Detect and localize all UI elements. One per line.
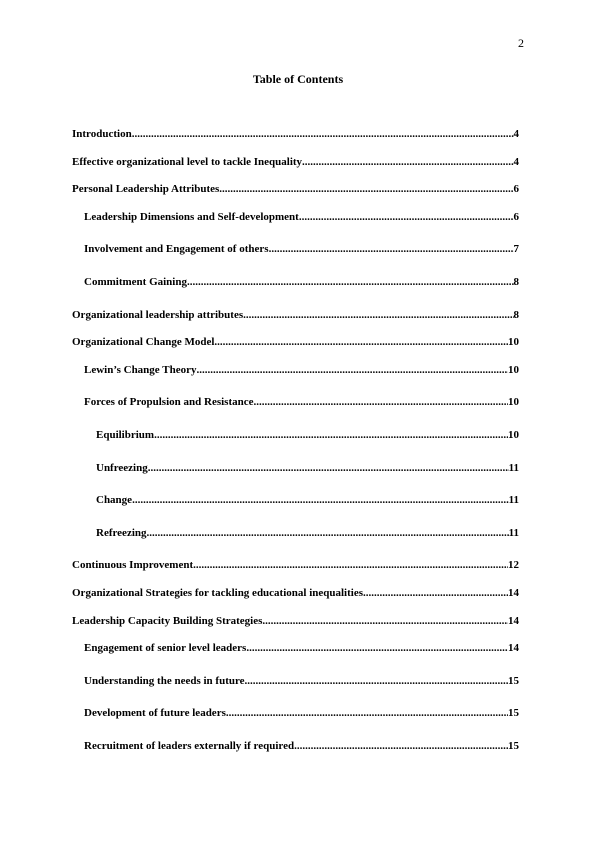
toc-entry[interactable] (96, 461, 519, 475)
toc-entry-page: 14 (508, 642, 519, 654)
toc-entry[interactable] (96, 493, 519, 507)
toc-entry[interactable] (84, 641, 519, 655)
toc-entry-page: 15 (508, 675, 519, 687)
toc-entry[interactable] (84, 674, 519, 688)
dot-leader (294, 739, 508, 753)
toc-entry[interactable] (72, 308, 519, 322)
toc-entry-page: 4 (513, 128, 519, 140)
toc-entry-page: 15 (508, 740, 519, 752)
toc-entry-title: Commitment Gaining (84, 276, 187, 288)
toc-entry-page: 11 (508, 527, 519, 539)
toc-entry-page: 6 (513, 183, 519, 195)
toc-entry-title: Development of future leaders (84, 707, 226, 719)
toc-entry-title: Introduction (72, 128, 132, 140)
toc-entry[interactable] (84, 242, 519, 256)
toc-entry-page: 14 (508, 615, 519, 627)
toc-entry-page: 12 (508, 559, 519, 571)
dot-leader (262, 614, 508, 628)
dot-leader (243, 308, 513, 322)
toc-entry-title: Engagement of senior level leaders (84, 642, 247, 654)
dot-leader (132, 493, 509, 507)
toc-entry-page: 15 (508, 707, 519, 719)
dot-leader (302, 155, 513, 169)
toc-entry-title: Lewin’s Change Theory (84, 364, 197, 376)
dot-leader (363, 586, 508, 600)
toc-entry[interactable] (84, 395, 519, 409)
dot-leader (148, 461, 509, 475)
toc-entry[interactable] (84, 275, 519, 289)
toc-entry[interactable] (72, 335, 519, 349)
toc-entry-title: Leadership Capacity Building Strategies (72, 615, 263, 627)
toc-entry-title: Understanding the needs in future (84, 675, 245, 687)
toc-entry-page: 10 (508, 396, 519, 408)
dot-leader (187, 275, 514, 289)
toc-entry-page: 7 (513, 243, 519, 255)
page-number: 2 (518, 36, 524, 50)
toc-entry[interactable] (72, 182, 519, 196)
toc-entry-title: Change (96, 494, 133, 506)
toc-entry-page: 10 (508, 364, 519, 376)
toc-entry-title: Equilibrium (96, 429, 155, 441)
toc-entry-page: 11 (508, 494, 519, 506)
toc-entry-title: Organizational leadership attributes (72, 309, 244, 321)
dot-leader (193, 558, 508, 572)
toc-entry-title: Unfreezing (96, 462, 148, 474)
toc-entry[interactable] (84, 210, 519, 224)
toc-entry-page: 10 (508, 429, 519, 441)
toc-entry[interactable] (84, 363, 519, 377)
toc-entry-page: 11 (508, 462, 519, 474)
toc-entry-title: Personal Leadership Attributes (72, 183, 220, 195)
dot-leader (147, 526, 509, 540)
dot-leader (219, 182, 513, 196)
toc-entry[interactable] (72, 614, 519, 628)
toc-entry-title: Effective organizational level to tackle Inequality (72, 156, 303, 168)
toc-entry[interactable] (72, 155, 519, 169)
toc-entry-title: Recruitment of leaders externally if required (84, 740, 295, 752)
dot-leader (269, 242, 514, 256)
toc-entry-title: Forces of Propulsion and Resistance (84, 396, 254, 408)
dot-leader (132, 127, 514, 141)
dot-leader (246, 641, 508, 655)
toc-title: Table of Contents (252, 72, 344, 86)
dot-leader (196, 363, 508, 377)
toc-entry[interactable] (84, 706, 519, 720)
toc-entry[interactable] (96, 526, 519, 540)
toc-entry-page: 6 (513, 211, 519, 223)
toc-entry-title: Continuous Improvement (72, 559, 194, 571)
toc-entry-title: Leadership Dimensions and Self-development (84, 211, 299, 223)
toc-entry[interactable] (96, 428, 519, 442)
dot-leader (254, 395, 509, 409)
dot-leader (299, 210, 514, 224)
toc-entry-page: 8 (513, 276, 519, 288)
toc-entry-page: 10 (508, 336, 519, 348)
toc-entry-title: Organizational Change Model (72, 336, 215, 348)
dot-leader (226, 706, 508, 720)
dot-leader (245, 674, 508, 688)
dot-leader (154, 428, 508, 442)
toc-entry-title: Involvement and Engagement of others (84, 243, 269, 255)
toc-entry-page: 8 (513, 309, 519, 321)
toc-entry-page: 14 (508, 587, 519, 599)
toc-entry-title: Organizational Strategies for tackling educational inequalities (72, 587, 363, 599)
toc-entry[interactable] (72, 586, 519, 600)
toc-entry[interactable] (72, 558, 519, 572)
dot-leader (214, 335, 508, 349)
toc-entry[interactable] (72, 127, 519, 141)
toc-entry[interactable] (84, 739, 519, 753)
toc-entry-page: 4 (513, 156, 519, 168)
toc-entry-title: Refreezing (96, 527, 147, 539)
